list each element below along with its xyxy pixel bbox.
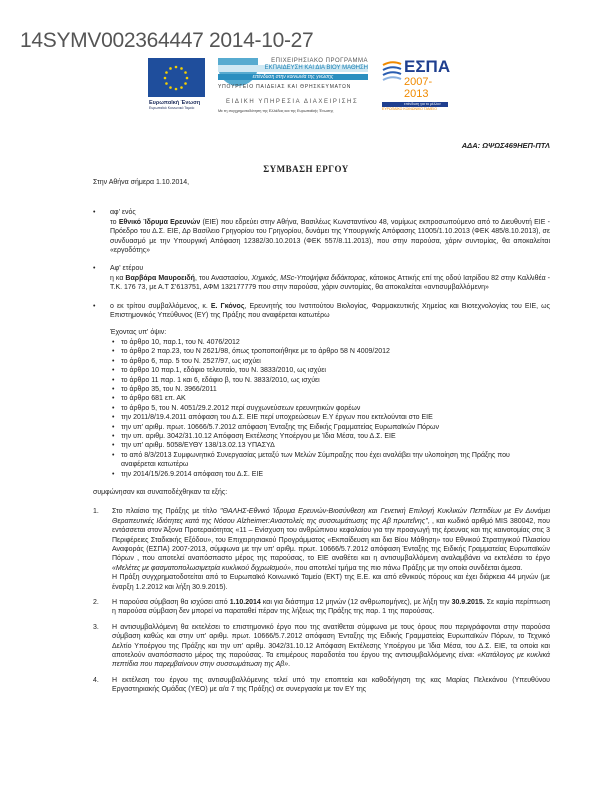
party-2 [93,264,550,292]
clause-number: 4. [93,676,99,684]
clause-text [112,598,550,617]
espa-years: 2007-2013 [404,76,433,100]
star-icon [186,77,189,80]
considering-item: • το από 8/3/2013 Συμφωνητικό Συνεργασίας μεταξύ των Μελών Σύμπραξης που έχει αναλάβει την υλοποίηση της Πράξης που αναφέρεται κατωτέρω [110,451,540,470]
italic-text: "ΘΑΛΗΣ-Εθνικό Ίδρυμα Ερευνών-Βιοσύνθεση και Γενετική Επιλογή Κυκλικών Πεπτιδίων με Εν Δυνάμει Θεραπευτικές Ιδιότητες κατά της Νόσου Alzheimer:Αναστολείς της συσσωμάτωσης της Αβ πρωτεΐνης" [112,508,550,525]
text-segment: . [288,661,291,669]
text-segment: Η αντισυμβαλλόμενη θα εκτελέσει το επιστημονικό έργο που της ανατίθεται σύμφωνα με τους όρους που περιγράφονται στην παρούσα σύμβαση καθώς και στην υπ' αριθμ. πρωτ. 10666/5.7.2012 απόφαση Ένταξης της Ειδικής Γραμματείας Ευρωπαϊκών Πόρων, το Τεχνικό Δελτίο Υποέργου της Πράξης και την υπ' αριθμ. 3042/31.10.12 Απόφαση Εκτέλεσης Υποέργου με Ίδια Μέσα, του Δ.Σ. ΕΙΕ, τα οποία και αποτελούν αναπόσπαστο μέρος της παρούσας. Τα επιμέρους παραδοτέα του έργου της αντισυμβαλλόμενης είναι: [112,623,550,660]
star-icon [165,71,168,74]
bullet-icon: • [93,209,96,217]
star-icon [180,67,183,70]
espa-waves-icon [382,60,402,82]
considering-item: • την υπ. αριθμ. 3042/31.10.12 Απόφαση Εκτέλεσης Υποέργου με Ίδια Μέσα, του Δ.Σ. ΕΙΕ [110,432,540,441]
party-heading: αφ' ενός [110,209,136,217]
star-icon [184,82,187,85]
clause-number: 1. [93,508,99,516]
text-segment: , του Αναστασίου, [194,274,252,282]
cofinance-note: Με τη συγχρηματοδότηση της Ελλάδας και της Ευρωπαϊκής Ένωσης [218,109,334,113]
italic-text: «Κατάλογος με κυκλικά πεπτίδια που παρεμβαίνουν στην συσσωμάτωση της Αβ» [112,652,550,669]
bullet-icon: • [93,265,96,273]
document-watermark-id: 14SYMV002364447 2014-10-27 [20,29,314,52]
bold-text: Ε. Γκόνος [210,302,245,310]
text-segment: (ΕΙΕ) που εδρεύει στην Αθήνα, Βασιλέως Κωνσταντίνου 48, νομίμως εκπροσωπούμενο από το Διευθυντή ΕΙΕ - Πρόεδρο του Δ.Σ. ΕΙΕ, Δρ Βασίλειο Γρηγορίου του Γρηγορίου, δυνάμει της Υπουργικής Απόφασης 11005/1.10.2013 (ΦΕΚ 485/8.10.2013), σε συνδυασμό με την Υπουργική Απόφαση 12382/30.10.2013 (ΦΕΚ 557/8.11.2013), που στην παρούσα, χάριν συντομίας, θα αποκαλείται «εργοδότης» [110,218,550,255]
eu-fund-label: Ευρωπαϊκό Κοινωνικό Ταμείο [149,106,195,110]
considering-item: • την υπ' αριθμ. πρωτ. 10666/5.7.2012 απόφαση Ένταξης της Ειδικής Γραμματείας Ευρωπαϊκών Πόρων [110,423,540,432]
party-text [110,218,550,256]
program-line2: ΕΚΠΑΙΔΕΥΣΗ ΚΑΙ ΔΙΑ ΒΙΟΥ ΜΑΘΗΣΗ [218,65,368,72]
party-1 [93,208,550,255]
eu-label: Ευρωπαϊκή Ένωση [149,100,201,106]
star-icon [169,86,172,89]
espa-fund: ΕΥΡΩΠΑΪΚΟ ΚΟΙΝΩΝΙΚΟ ΤΑΜΕΙΟ [382,107,437,111]
clause-number: 2. [93,599,99,607]
considering-item: • το άρθρο 681 επ. ΑΚ [110,394,540,403]
party-text [110,274,550,293]
place-date: Στην Αθήνα σήμερα 1.10.2014, [93,179,190,186]
party-heading: Αφ' ετέρου [110,265,144,273]
clause-text [112,623,550,670]
text-segment: , Ερευνητής του Ινστιτούτου Βιολογίας, Φαρμακευτικής Χημείας και Βιοτεχνολογίας του ΕΙΕ, ως Επιστημονικός Υπεύθυνος (ΕΥ) της Πράξης που αναφέρεται κατωτέρω [110,302,551,320]
bullet-icon: • [93,302,96,310]
document-title: ΣΥΜΒΑΣΗ ΕΡΓΟΥ [263,164,349,174]
bold-text: Εθνικό Ίδρυμα Ερευνών [118,218,201,226]
espa-slogan: επένδυση για το μέλλον [382,102,448,107]
espa-logo [382,57,451,111]
text-segment: και για διάστημα 12 μηνών (12 ανθρωπομήνες), με λήξη την [260,599,452,607]
text-segment: Η παρούσα σύμβαση θα ισχύσει από [112,599,230,607]
considering-item: • το άρθρο 10, παρ.1, του Ν. 4076/2012 [110,338,540,347]
considering-item: • το άρθρο 10 παρ.1, εδάφιο τελευταίο, του Ν. 3833/2010, ως ισχύει [110,366,540,375]
clause-3 [93,623,550,670]
ministry-name: ΥΠΟΥΡΓΕΙΟ ΠΑΙΔΕΙΑΣ ΚΑΙ ΘΡΗΣΚΕΥΜΑΤΩΝ [218,84,352,90]
considering-list [110,338,540,479]
ada-code: ΑΔΑ: ΩΨΩΣ469ΗΕΠ-ΠΤΛ [461,141,550,150]
considering-item: • την υπ' αριθμ. 5058/ΕΥΘΥ 138/13.02.13 ΥΠΑΣΥΔ [110,441,540,450]
star-icon [169,67,172,70]
program-slogan: επένδυση στην κοινωνία της γνώσης [218,74,368,80]
clause-text [112,507,550,592]
star-icon [164,77,167,80]
managing-service: ΕΙΔΙΚΗ ΥΠΗΡΕΣΙΑ ΔΙΑΧΕΙΡΙΣΗΣ [226,99,359,105]
bold-text: 1.10.2014 [229,599,261,607]
considering-item: • το άρθρο 11 παρ. 1 και 6, εδάφιο β, του Ν. 3833/2010, ως ισχύει [110,376,540,385]
clause-4 [93,676,550,695]
italic-text: «Μελέτες με φασματοπολωσιμετρία κυκλικού διχρωϊσμού» [112,564,291,572]
text-segment: Σε καμία περίπτωση η παρούσα σύμβαση δεν μπορεί να παραταθεί πέραν της λήξεως της Πράξης της παρ. 1 της παρούσας. [112,599,550,616]
program-line1: ΕΠΙΧΕΙΡΗΣΙΑΚΟ ΠΡΟΓΡΑΜΜΑ [271,58,368,64]
eu-flag-logo [148,58,205,97]
star-icon [175,66,178,69]
text-segment: , που αποτελεί τμήμα της πιο πάνω Πράξης με την οποία συνδέεται άμεσα. [290,564,523,572]
party-text [110,302,550,321]
star-icon [180,86,183,89]
considering-item: • το άρθρο 2 παρ.23, του Ν 2621/98, όπως τροποποιήθηκε με το άρθρο 58 Ν 4009/2012 [110,347,540,356]
clause-number: 3. [93,623,99,631]
text-segment: , κάτοικος Αττικής επί της οδού Ιατρίδου 82 στην Καλλιθέα - Τ.Κ. 176 73, με Α.Τ Σ'613751, ΑΦΜ 132177779 που στην παρούσα, χάριν συντομίας, θα αποκαλείται «αντισυμβαλλόμενη» [110,274,550,292]
espa-title: ΕΣΠΑ [404,57,451,76]
star-icon [175,88,178,91]
considering-item: • την 2011/8/19.4.2011 απόφαση του Δ.Σ. ΕΙΕ περί υποχρεώσεων Ε.Υ έργων που εκτελούνται στο ΕΙΕ [110,413,540,422]
text-segment: η κα [110,274,126,282]
eu-stars-icon [162,64,190,92]
clause-1 [93,507,551,592]
text-segment: ο εκ τρίτου συμβαλλόμενος, κ. [110,302,211,310]
bold-text: 30.9.2015. [451,599,485,607]
italic-text: Χημικός, MSc-Υποψήφια διδάκτορας [251,274,366,282]
text-segment: , , και κωδικό αριθμό MIS 380042, που εντάσσεται στον Άξονα Προτεραιότητας «11 – Ενίσχυση του ανθρώπινου κεφαλαίου για την προαγωγή της έρευνας και της καινοτομίας στις 3 Περιφέρειες Σταδιακής Εξόδου», του Επιχειρησιακού Προγράμματος «Εκπαίδευση και δια Βίου Μάθηση» του Εθνικού Στρατηγικού Πλαισίου Αναφοράς (ΕΣΠΑ) 2007-2013, σύμφωνα με την υπ' αριθμ. πρωτ. 10666/5.7.2012 απόφαση Ένταξης της Ειδικής Γραμματείας Ευρωπαϊκών Πόρων , που αποτελεί αναπόσπαστο μέρος της παρούσας, το ΕΙΕ αναθέτει και η αντισυμβαλλόμενη αναλαμβάνει να εκτελέσει το έργο [112,517,551,563]
clause-text [112,676,550,695]
star-icon [165,82,168,85]
considering-item: • το άρθρο 35, του Ν. 3966/2011 [110,385,540,394]
star-icon [184,71,187,74]
bold-text: Βαρβάρα Μαυροειδή [125,274,195,282]
text-segment: το [110,218,119,226]
considering-heading: Έχοντας υπ' όψιν: [110,329,167,337]
text-segment: Η εκτέλεση του έργου της αντισυμβαλλόμενης τελεί υπό την εποπτεία και καθοδήγηση της κας Μαρίας Πελεκάνου (Υπευθύνου Εργαστηριακής Ομάδας (ΥΕΟ) με α/α 7 της Πράξης) σε συνεργασία με τον ΕΥ της [112,676,550,694]
considering-item: • το άρθρο 5, του Ν. 4051/29.2.2012 περί συγχωνεύσεων ερευνητικών φορέων [110,404,540,413]
text-segment: Στο πλαίσιο της Πράξης με τίτλο [112,508,220,516]
agreed-text: συμφώνησαν και συναποδέχθηκαν τα εξής: [93,488,228,496]
program-logo [218,58,368,90]
party-3 [93,302,551,321]
considering-item: • την 2014/15/26.9.2014 απόφαση του Δ.Σ. ΕΙΕ [110,470,540,479]
clause-2 [93,598,550,617]
considering-item: • το άρθρο 6, παρ. 5 του Ν. 2527/97, ως ισχύει [110,357,540,366]
text-segment: Η Πράξη συγχρηματοδοτείται από το Ευρωπαϊκό Κοινωνικό Ταμείο (ΕΚΤ) της Ε.Ε. και από εθνικούς πόρους και έχει διάρκεια 44 μηνών (με έναρξη 1.2.2012 και λήξη 30.9.2015). [112,574,550,591]
document-body [0,178,612,695]
